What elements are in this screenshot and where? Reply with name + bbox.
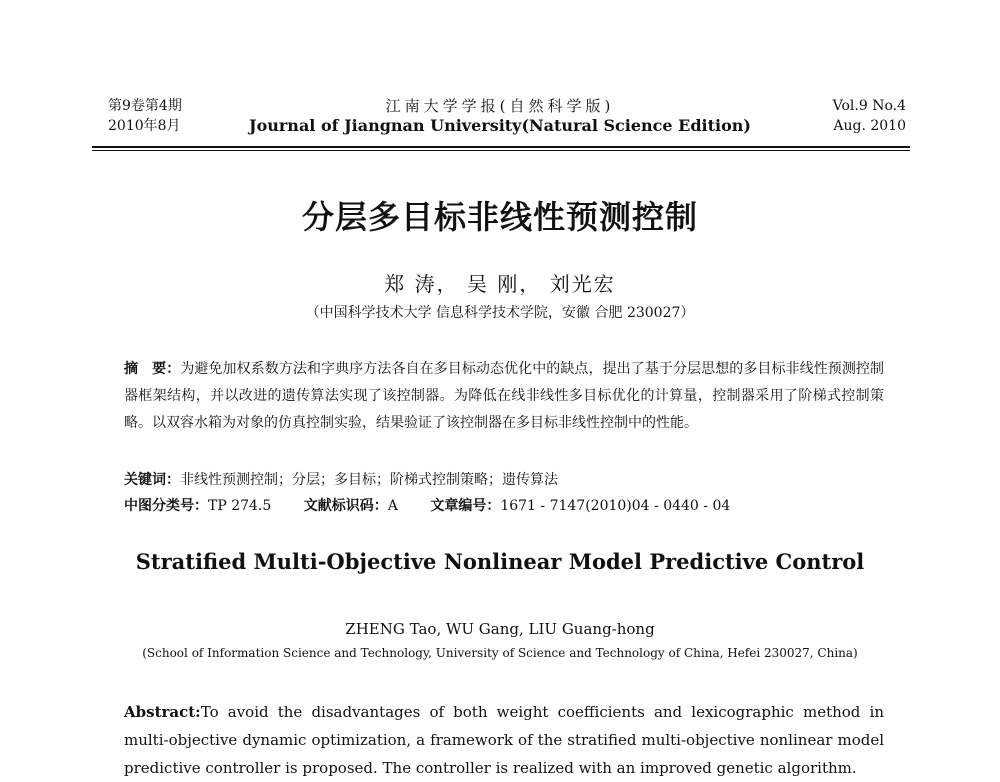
class-value: TP 274.5 [208, 498, 272, 514]
volume-en: Vol.9 No.4 [832, 98, 906, 114]
abstract-label-cn: 摘 要： [124, 361, 181, 377]
article-no-label: 文章编号： [430, 498, 501, 514]
header-divider-thin [92, 150, 910, 151]
keywords-text-cn: 非线性预测控制；分层；多目标；阶梯式控制策略；遗传算法 [180, 472, 558, 488]
header-divider-thick [92, 146, 910, 148]
journal-name-cn: 江南大学学报(自然科学版) [385, 97, 615, 115]
date-en: Aug. 2010 [833, 118, 906, 134]
authors-en: ZHENG Tao, WU Gang, LIU Guang-hong [345, 620, 655, 638]
keywords-cn [124, 469, 884, 489]
abstract-text-cn: 为避免加权系数方法和字典序方法各自在多目标动态优化中的缺点，提出了基于分层思想的多目标非线性预测控制器框架结构，并以改进的遗传算法实现了该控制器。为降低在线非线性多目标优化的计算量，控制器采用了阶梯式控制策略。以双容水箱为对象的仿真控制实验，结果验证了该控制器在多目标非线性控制中的性能。 [124, 361, 885, 431]
keywords-label-cn: 关键词： [124, 472, 180, 488]
abstract-text-en: To avoid the disadvantages of both weight coefficients and lexicographic method in multi-objective dynamic optimization, a framework of the stratified multi-objective nonlinear model predictive controller is proposed. The controller is realized with an improved genetic algorithm. [124, 703, 884, 777]
class-label: 中图分类号： [124, 498, 208, 514]
classification-line [124, 495, 884, 515]
date-cn: 2010年8月 [108, 118, 181, 134]
article-no-value: 1671 - 7147(2010)04 - 0440 - 04 [500, 498, 731, 514]
volume-cn: 第9卷第4期 [108, 98, 182, 114]
header-issue-en [833, 96, 906, 136]
authors-cn: 郑 涛， 吴 刚， 刘光宏 [384, 272, 616, 296]
journal-name-en: Journal of Jiangnan University(Natural Science Edition) [249, 116, 751, 135]
abstract-en [124, 698, 884, 782]
doc-code-value: A [387, 498, 398, 514]
affiliation-cn: （中国科学技术大学 信息科学技术学院，安徽 合肥 230027） [305, 305, 695, 321]
affiliation-en: (School of Information Science and Technology, University of Science and Technology of China, Hefei 230027, China) [142, 646, 858, 660]
abstract-label-en: Abstract: [124, 703, 201, 721]
doc-code-label: 文献标识码： [303, 498, 388, 514]
abstract-cn [124, 356, 884, 437]
paper-title-cn: 分层多目标非线性预测控制 [301, 198, 698, 236]
paper-title-en: Stratified Multi-Objective Nonlinear Model Predictive Control [135, 549, 865, 574]
